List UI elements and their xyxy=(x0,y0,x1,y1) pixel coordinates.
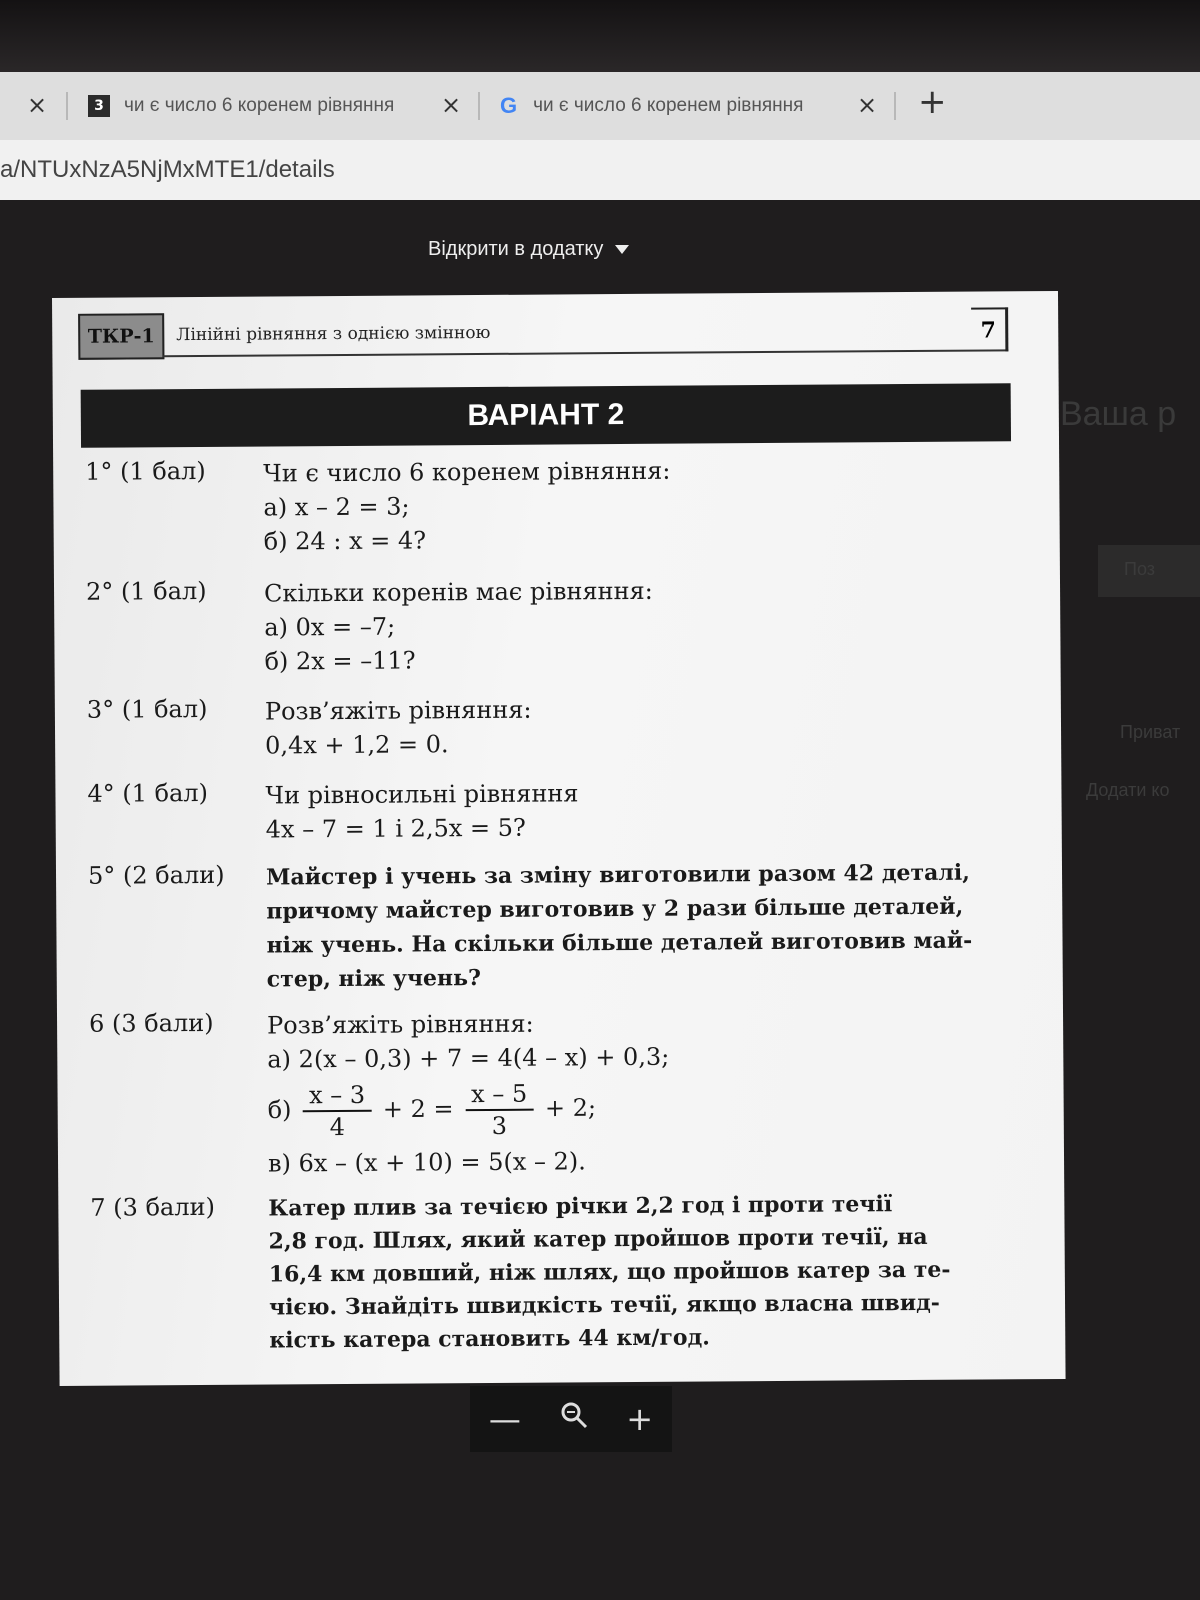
task-line: 4x – 7 = 1 і 2,5x = 5? xyxy=(265,813,526,844)
variant-banner: ВАРІАНТ 2 xyxy=(81,383,1011,447)
new-tab-button[interactable]: + xyxy=(918,82,947,122)
task-line: Розв’яжіть рівняння: xyxy=(264,695,532,726)
task-line: 2,8 год. Шлях, який катер пройшов проти течії, на xyxy=(268,1223,928,1255)
tab-divider xyxy=(66,92,68,120)
task-body xyxy=(268,1187,1013,1357)
task-line: чією. Знайдіть швидкість течії, якщо власна швид- xyxy=(268,1289,940,1321)
task-line: ніж учень. На скільки більше деталей виготовив май- xyxy=(266,927,973,959)
tab-divider xyxy=(478,92,480,120)
header-rule xyxy=(162,349,1008,357)
page-header xyxy=(78,305,1008,357)
close-tab-icon[interactable]: × xyxy=(440,91,462,119)
task-number: 4° (1 бал) xyxy=(87,778,209,808)
zoom-out-button[interactable]: — xyxy=(488,1400,521,1438)
task-line: 16,4 км довший, ніж шлях, що пройшов катер за те- xyxy=(268,1256,951,1288)
fraction-denominator: 3 xyxy=(491,1111,508,1140)
page-number: 7 xyxy=(971,307,1008,351)
google-icon: G xyxy=(500,93,518,118)
task-number: 1° (1 бал) xyxy=(85,456,206,486)
task-number: 5° (2 бали) xyxy=(87,860,225,890)
task-line: б) 24 : x = 4? xyxy=(263,526,427,556)
task-number: 7 (3 бали) xyxy=(90,1192,215,1222)
tab-strip xyxy=(0,72,1200,141)
task-line: Майстер і учень за зміну виготовили разом 42 деталі, xyxy=(265,859,970,891)
open-in-app-button[interactable] xyxy=(428,238,629,261)
panel-heading: Ваша р xyxy=(1060,395,1177,433)
task-line: б) 2x = –11? xyxy=(264,646,416,676)
zoom-toolbar xyxy=(470,1386,672,1452)
equation-end: + 2; xyxy=(544,1093,597,1123)
close-tab-icon[interactable]: × xyxy=(26,91,48,119)
task-line: причому майстер виготовив у 2 рази більше деталей, xyxy=(266,893,964,925)
add-comment-link[interactable]: Додати ко xyxy=(1086,780,1170,800)
fraction-2 xyxy=(465,1079,533,1141)
tab-first[interactable] xyxy=(88,82,428,130)
chevron-down-icon xyxy=(615,245,629,254)
task-number: 3° (1 бал) xyxy=(86,694,208,724)
header-title: Лінійні рівняння з однією змінною xyxy=(176,322,491,346)
post-button[interactable] xyxy=(1098,545,1200,597)
task-body xyxy=(265,773,1009,846)
task-line: Розв’яжіть рівняння: xyxy=(266,1009,534,1040)
task-number: 2° (1 бал) xyxy=(85,576,207,606)
zoom-icon[interactable] xyxy=(559,1400,589,1438)
fraction-equation xyxy=(267,1075,1011,1142)
task-line: Катер плив за течією річки 2,2 год і проти течії xyxy=(268,1191,893,1222)
task-number: 6 (3 бали) xyxy=(88,1008,214,1038)
task-body xyxy=(266,855,1011,996)
task-line: а) 2(x – 0,3) + 7 = 4(4 – x) + 0,3; xyxy=(267,1042,670,1074)
document-page xyxy=(52,291,1066,1386)
zoom-in-button[interactable]: + xyxy=(626,1400,654,1438)
tab-label: чи є число 6 коренем рівняння xyxy=(533,95,804,116)
address-bar[interactable] xyxy=(0,140,1200,200)
private-label: Приват xyxy=(1120,722,1181,742)
close-tab-icon[interactable]: × xyxy=(856,91,878,119)
task-body xyxy=(267,1003,1012,1180)
tab-label: чи є число 6 коренем рівняння xyxy=(124,95,395,116)
tab-second[interactable] xyxy=(500,82,840,130)
task-line: Чи рівносильні рівняння xyxy=(265,779,579,810)
task-line: а) 0x = –7; xyxy=(264,612,396,642)
header-code: ТКР-1 xyxy=(78,313,164,360)
task-line: в) 6x – (x + 10) = 5(x – 2). xyxy=(267,1147,586,1178)
task-line: кість катера становить 44 км/год. xyxy=(269,1324,710,1354)
url-text[interactable]: a/NTUxNzA5NjMxMTE1/details xyxy=(0,156,335,183)
fraction-numerator: x – 3 xyxy=(303,1080,371,1112)
fraction-numerator: x – 5 xyxy=(465,1079,533,1111)
tab-divider xyxy=(894,92,896,120)
fraction-denominator: 4 xyxy=(329,1112,346,1142)
task-body xyxy=(265,689,1009,762)
task-line: а) x – 2 = 3; xyxy=(263,492,410,522)
monitor-bezel xyxy=(0,0,1200,72)
post-button-label: Поз xyxy=(1124,559,1155,579)
fraction-1 xyxy=(303,1080,371,1142)
site-favicon-icon: 3 xyxy=(88,95,110,117)
equation-prefix: б) xyxy=(267,1095,292,1125)
task-body xyxy=(264,571,1009,678)
equation-middle: + 2 = xyxy=(382,1094,454,1124)
task-line: Скільки коренів має рівняння: xyxy=(263,576,653,608)
task-line: стер, ніж учень? xyxy=(266,965,482,993)
task-line: Чи є число 6 коренем рівняння: xyxy=(263,456,671,488)
open-in-app-label: Відкрити в додатку xyxy=(428,238,604,260)
task-line: 0,4x + 1,2 = 0. xyxy=(265,730,449,760)
task-body xyxy=(263,451,1008,558)
